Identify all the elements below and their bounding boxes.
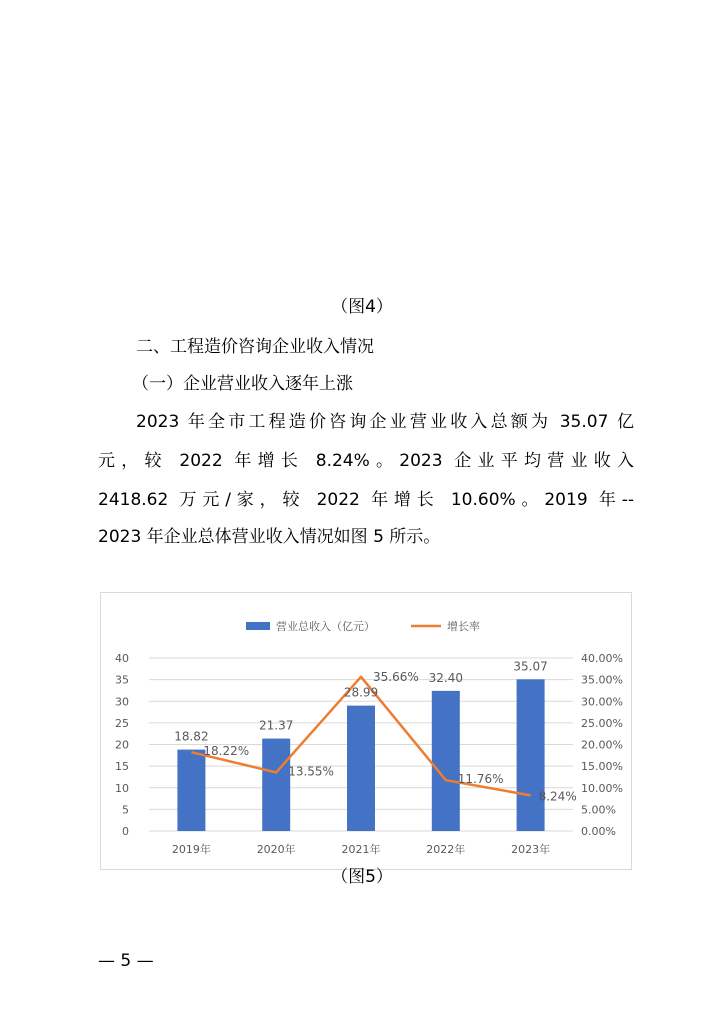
x-axis-category-label: 2019年 bbox=[171, 843, 211, 856]
subsection-heading: （一）企业营业收入逐年上涨 bbox=[132, 374, 353, 394]
growth-data-label: 13.55% bbox=[288, 764, 334, 779]
left-axis-tick-label: 0 bbox=[122, 825, 129, 838]
left-axis-tick-label: 15 bbox=[115, 760, 129, 774]
revenue-bar bbox=[347, 706, 375, 831]
growth-data-label: 18.22% bbox=[203, 744, 250, 759]
right-axis-tick-label: 10.00% bbox=[581, 781, 623, 795]
right-axis-tick-label: 5.00% bbox=[581, 803, 616, 817]
right-axis-tick-label: 35.00% bbox=[581, 673, 623, 687]
right-axis-tick-label: 15.00% bbox=[581, 760, 623, 774]
left-axis-tick-label: 5 bbox=[122, 803, 129, 817]
left-axis-tick-label: 10 bbox=[115, 781, 129, 795]
paragraph-line-1: 2023 年全市工程造价咨询企业营业收入总额为 35.07 亿 bbox=[136, 412, 634, 432]
left-axis-tick-label: 25 bbox=[115, 716, 129, 730]
revenue-data-label: 32.40 bbox=[428, 670, 463, 685]
x-axis-category-label: 2022年 bbox=[426, 843, 466, 856]
left-axis-tick-label: 30 bbox=[115, 695, 129, 709]
legend-line-label: 增长率 bbox=[447, 620, 480, 633]
revenue-data-label: 18.82 bbox=[174, 729, 209, 744]
right-axis-tick-label: 30.00% bbox=[581, 695, 623, 709]
revenue-chart bbox=[100, 592, 632, 870]
right-axis-tick-label: 0.00% bbox=[581, 825, 616, 838]
paragraph-line-4: 2023 年企业总体营业收入情况如图 5 所示。 bbox=[98, 527, 441, 547]
x-axis-category-label: 2023年 bbox=[511, 843, 551, 856]
legend-bar-label: 营业总收入（亿元） bbox=[276, 620, 375, 633]
revenue-data-label: 21.37 bbox=[259, 718, 294, 733]
growth-data-label: 11.76% bbox=[457, 772, 504, 787]
revenue-data-label: 28.99 bbox=[343, 685, 379, 700]
revenue-data-label: 35.07 bbox=[513, 659, 548, 674]
revenue-bar bbox=[177, 750, 205, 831]
section-heading: 二、工程造价咨询企业收入情况 bbox=[136, 337, 374, 357]
growth-data-label: 8.24% bbox=[538, 789, 577, 804]
left-axis-tick-label: 35 bbox=[115, 673, 129, 687]
revenue-chart-svg bbox=[101, 593, 631, 869]
growth-data-label: 35.66% bbox=[373, 669, 419, 684]
right-axis-tick-label: 20.00% bbox=[581, 738, 623, 752]
figure-5-caption: （图5） bbox=[331, 867, 393, 887]
x-axis-category-label: 2021年 bbox=[341, 843, 381, 856]
legend-bar-swatch bbox=[246, 622, 270, 630]
revenue-bar bbox=[432, 691, 460, 831]
paragraph-line-3: 2418.62 万元/家，较 2022 年增长 10.60%。2019 年-- bbox=[98, 490, 634, 510]
page-number: — 5 — bbox=[98, 951, 154, 971]
left-axis-tick-label: 20 bbox=[115, 738, 129, 752]
revenue-bar bbox=[262, 739, 290, 831]
right-axis-tick-label: 40.00% bbox=[581, 652, 623, 665]
paragraph-line-2: 元，较 2022 年增长 8.24%。2023 企业平均营业收入 bbox=[98, 451, 634, 471]
x-axis-category-label: 2020年 bbox=[256, 843, 296, 856]
right-axis-tick-label: 25.00% bbox=[581, 716, 623, 730]
left-axis-tick-label: 40 bbox=[115, 652, 129, 665]
figure-4-caption: （图4） bbox=[331, 297, 393, 317]
revenue-bar bbox=[517, 679, 545, 831]
